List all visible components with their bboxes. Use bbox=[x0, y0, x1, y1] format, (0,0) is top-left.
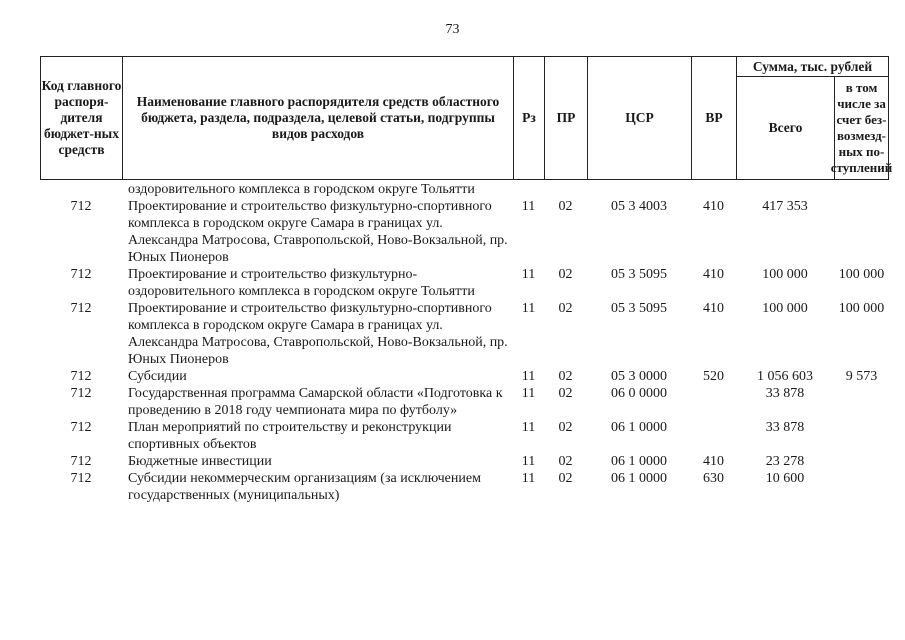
row-csr: 06 1 0000 bbox=[611, 420, 667, 435]
row-code: 712 bbox=[70, 267, 92, 282]
row-rz: 11 bbox=[521, 420, 536, 435]
row-pr: 02 bbox=[558, 267, 573, 282]
row-name: План мероприятий по строительству и реконструкции спортивных объектов bbox=[128, 420, 452, 452]
row-pr: 02 bbox=[558, 454, 573, 469]
row-name: оздоровительного комплекса в городском округе Тольятти bbox=[128, 182, 475, 197]
row-free: 9 573 bbox=[845, 369, 878, 384]
row-csr: 06 0 0000 bbox=[611, 386, 667, 401]
row-name: Проектирование и строительство физкультурно-спортивного комплекса в городском округе Самара в границах ул. Александра Матросова, Ставропольской, Ново-Вокзальной, пр. Юных Пионеров bbox=[128, 301, 508, 367]
table-row bbox=[40, 368, 889, 385]
row-csr: 05 3 5095 bbox=[611, 301, 667, 316]
header-csr: ЦСР bbox=[588, 57, 692, 179]
table-row bbox=[40, 470, 889, 504]
table-row bbox=[40, 198, 889, 266]
row-csr: 05 3 5095 bbox=[611, 267, 667, 282]
header-pr: ПР bbox=[545, 57, 588, 179]
row-code: 712 bbox=[70, 301, 92, 316]
page-number: 73 bbox=[445, 22, 460, 37]
header-total: Всего bbox=[737, 77, 835, 179]
row-total: 417 353 bbox=[762, 199, 808, 214]
row-csr: 06 1 0000 bbox=[611, 454, 667, 469]
header-code: Код главного распоря-дителя бюджет-ных средств bbox=[41, 57, 123, 179]
row-name: Проектирование и строительство физкультурно-спортивного комплекса в городском округе Самара в границах ул. Александра Матросова, Ставропольской, Ново-Вокзальной, пр. Юных Пионеров bbox=[128, 199, 508, 265]
row-rz: 11 bbox=[521, 386, 536, 401]
row-code: 712 bbox=[70, 420, 92, 435]
row-rz: 11 bbox=[521, 301, 536, 316]
table-row bbox=[40, 181, 889, 198]
row-total: 100 000 bbox=[762, 301, 808, 316]
row-csr: 06 1 0000 bbox=[611, 471, 667, 486]
row-vr: 410 bbox=[703, 454, 724, 469]
row-total: 33 878 bbox=[765, 386, 805, 401]
row-pr: 02 bbox=[558, 199, 573, 214]
row-total: 33 878 bbox=[765, 420, 805, 435]
row-vr: 410 bbox=[703, 199, 724, 214]
table-row bbox=[40, 419, 889, 453]
row-total: 100 000 bbox=[762, 267, 808, 282]
row-name: Субсидии bbox=[128, 369, 187, 384]
row-csr: 05 3 4003 bbox=[611, 199, 667, 214]
row-rz: 11 bbox=[521, 267, 536, 282]
header-name: Наименование главного распорядителя средств областного бюджета, раздела, подраздела, целевой статьи, подгруппы видов расходов bbox=[123, 57, 514, 179]
row-free: 100 000 bbox=[838, 267, 885, 282]
row-code: 712 bbox=[70, 471, 92, 486]
row-code: 712 bbox=[70, 199, 92, 214]
row-name: Проектирование и строительство физкультурно-оздоровительного комплекса в городском округе Тольятти bbox=[128, 267, 475, 299]
row-rz: 11 bbox=[521, 454, 536, 469]
table-row bbox=[40, 266, 889, 300]
row-vr: 410 bbox=[703, 267, 724, 282]
row-csr: 05 3 0000 bbox=[611, 369, 667, 384]
row-code: 712 bbox=[70, 386, 92, 401]
header-vr: ВР bbox=[692, 57, 737, 179]
row-pr: 02 bbox=[558, 369, 573, 384]
table-row bbox=[40, 453, 889, 470]
table-row bbox=[40, 300, 889, 368]
row-vr: 410 bbox=[703, 301, 724, 316]
row-pr: 02 bbox=[558, 301, 573, 316]
row-code: 712 bbox=[70, 454, 92, 469]
row-name: Бюджетные инвестиции bbox=[128, 454, 272, 469]
table-row bbox=[40, 385, 889, 419]
row-code: 712 bbox=[70, 369, 92, 384]
table-header bbox=[40, 56, 893, 180]
row-total: 23 278 bbox=[765, 454, 805, 469]
header-free: в том числе за счет без-возмезд-ных по-ступлений bbox=[830, 80, 893, 175]
header-rz: Рз bbox=[514, 57, 545, 179]
row-rz: 11 bbox=[521, 199, 536, 214]
row-pr: 02 bbox=[558, 420, 573, 435]
row-name: Государственная программа Самарской области «Подготовка к проведению в 2018 году чемпионата мира по футболу» bbox=[128, 386, 503, 418]
row-pr: 02 bbox=[558, 386, 573, 401]
row-total: 10 600 bbox=[765, 471, 805, 486]
row-vr: 520 bbox=[703, 369, 724, 384]
header-sum: Сумма, тыс. рублей bbox=[737, 57, 888, 77]
table-body bbox=[40, 181, 889, 504]
row-name: Субсидии некоммерческим организациям (за исключением государственных (муниципальных) bbox=[128, 471, 481, 503]
row-rz: 11 bbox=[521, 369, 536, 384]
row-total: 1 056 603 bbox=[757, 369, 813, 384]
row-free: 100 000 bbox=[838, 301, 885, 316]
row-pr: 02 bbox=[558, 471, 573, 486]
row-vr: 630 bbox=[703, 471, 724, 486]
row-rz: 11 bbox=[521, 471, 536, 486]
